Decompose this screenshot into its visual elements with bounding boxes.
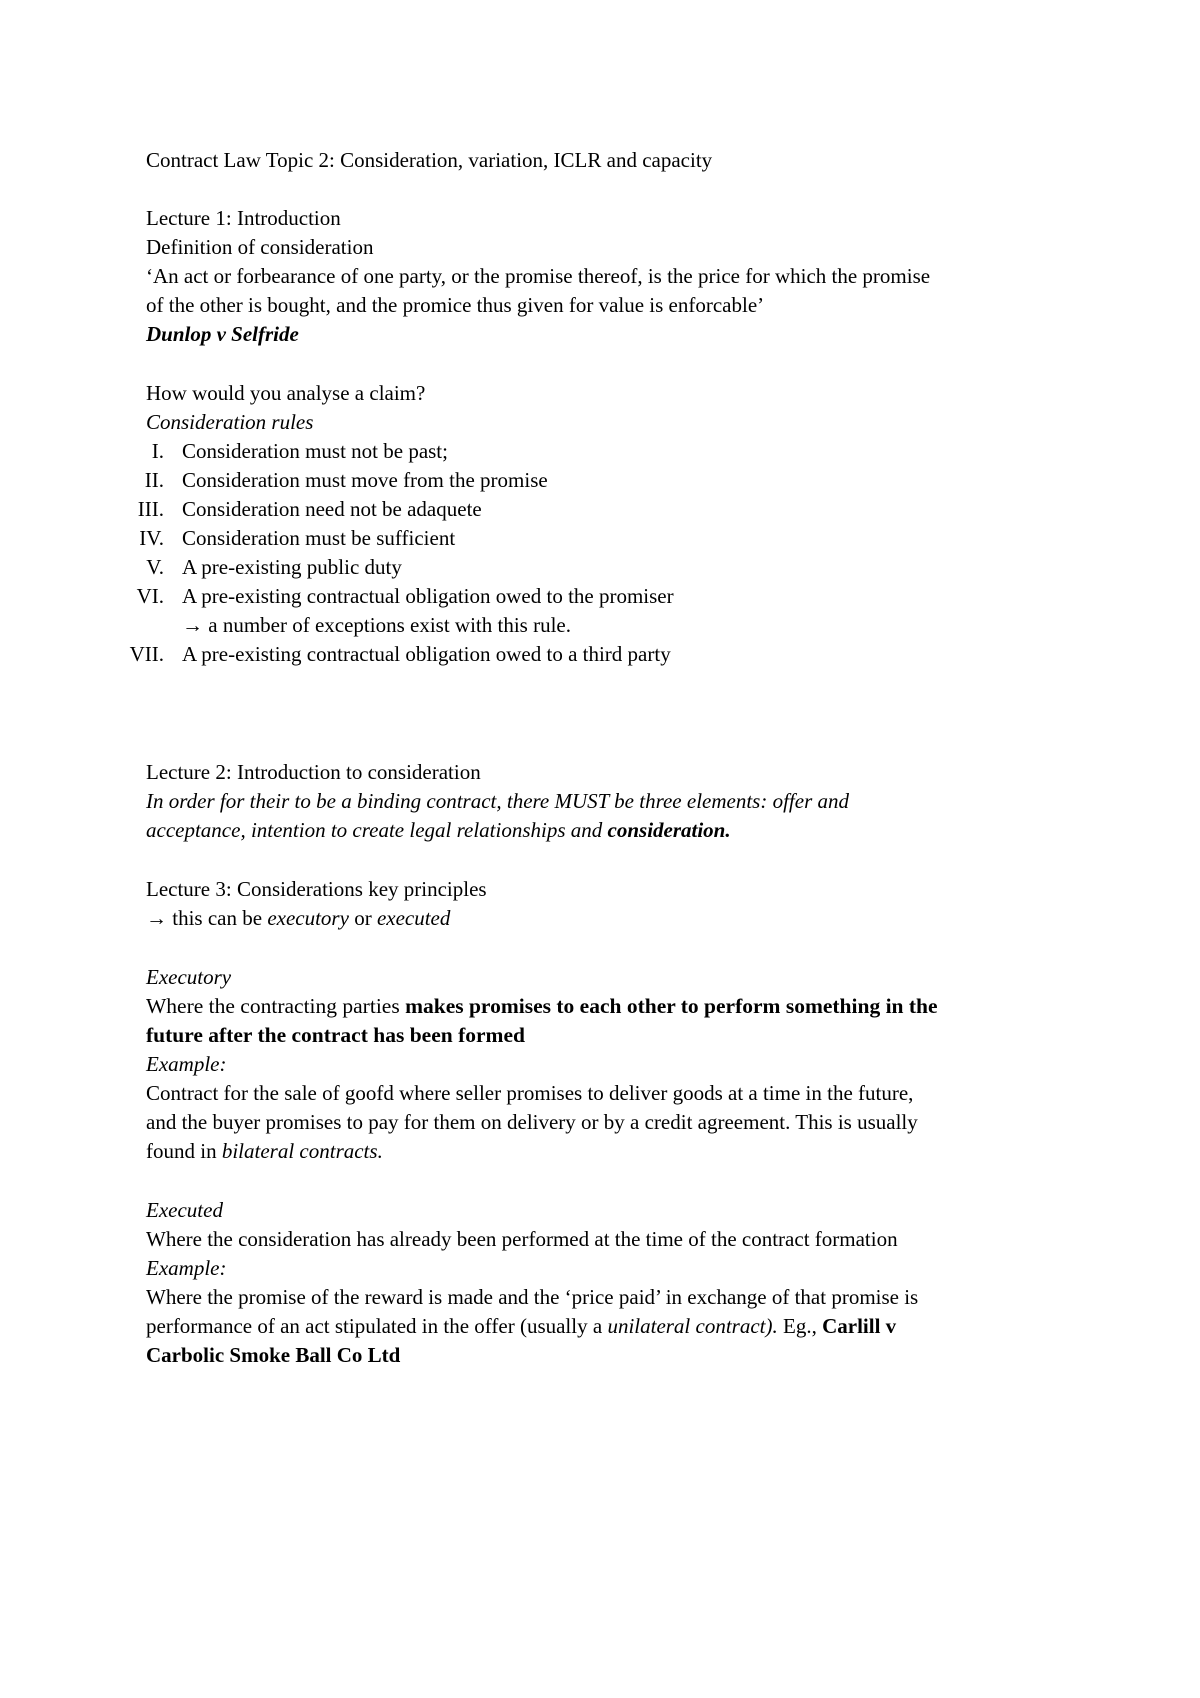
lecture3-note-mid: or [348, 906, 377, 930]
executory-definition-line1 [146, 996, 938, 1018]
definition-quote-line1: ‘An act or forbearance of one party, or the promise thereof, is the price for which the promise [146, 264, 931, 288]
list-item-text: Consideration must be sufficient [182, 526, 456, 550]
executed-ex2-plain: performance of an act stipulated in the offer (usually a [146, 1314, 608, 1338]
list-item-text: Consideration must move from the promise [182, 468, 548, 492]
document-title: Contract Law Topic 2: Consideration, variation, ICLR and capacity [146, 148, 713, 172]
executory-example-label: Example: [146, 1052, 227, 1076]
lecture2-line2 [146, 820, 731, 841]
lecture2-heading: Lecture 2: Introduction to consideration [146, 760, 481, 784]
list-item-number: III. [137, 497, 164, 521]
list-item-number: II. [144, 468, 164, 492]
lecture2-line1: In order for their to be a binding contract, there MUST be three elements: offer and [146, 789, 849, 813]
executory-def-bold1: makes promises to each other to perform something in the [405, 994, 938, 1018]
rule-exception-note: → a number of exceptions exist with this rule. [182, 613, 572, 637]
executed-ex2-eg: Eg., [777, 1314, 823, 1338]
executed-example-line1: Where the promise of the reward is made and the ‘price paid’ in exchange of that promise is [146, 1285, 919, 1309]
lecture3-heading: Lecture 3: Considerations key principles [146, 877, 487, 901]
rules-heading: Consideration rules [146, 410, 314, 434]
executed-example-line2 [146, 1316, 896, 1337]
list-item-text: A pre-existing contractual obligation owed to a third party [182, 642, 671, 666]
lecture2-line2-bold: consideration. [607, 818, 731, 842]
list-item-text: A pre-existing public duty [182, 555, 402, 579]
executed-heading: Executed [146, 1198, 223, 1222]
lecture3-note [146, 908, 450, 929]
executed-ex2-bold: Carlill v [822, 1314, 897, 1338]
list-item-text: Consideration must not be past; [182, 439, 448, 463]
lecture2-line2-italic: acceptance, intention to create legal relationships and [146, 818, 608, 842]
lecture3-note-term1: executory [267, 906, 349, 930]
lecture3-note-term2: executed [376, 906, 451, 930]
executory-example-line1: Contract for the sale of goofd where seller promises to deliver goods at a time in the future, [146, 1081, 914, 1105]
analysis-question: How would you analyse a claim? [146, 381, 426, 405]
executory-ex3-plain: found in [146, 1139, 222, 1163]
list-item-number: V. [146, 555, 164, 579]
executory-definition-line2: future after the contract has been formed [146, 1023, 525, 1047]
case-citation: Dunlop v Selfride [146, 322, 299, 346]
list-item-number: VI. [136, 584, 164, 608]
list-item-number: IV. [139, 526, 164, 550]
executory-example-line3 [146, 1141, 383, 1162]
lecture1-subheading: Definition of consideration [146, 235, 374, 259]
list-item-number: VII. [129, 642, 164, 666]
executed-example-line3: Carbolic Smoke Ball Co Ltd [146, 1343, 401, 1367]
executory-def-plain: Where the contracting parties [146, 994, 406, 1018]
list-item-text: A pre-existing contractual obligation owed to the promiser [182, 584, 674, 608]
executed-example-label: Example: [146, 1256, 227, 1280]
executory-example-line2: and the buyer promises to pay for them on delivery or by a credit agreement. This is usually [146, 1110, 918, 1134]
executory-heading: Executory [146, 965, 232, 989]
list-item-text: Consideration need not be adaquete [182, 497, 482, 521]
lecture1-heading: Lecture 1: Introduction [146, 206, 341, 230]
executed-definition: Where the consideration has already been performed at the time of the contract formation [146, 1227, 898, 1251]
list-item-number: I. [151, 439, 164, 463]
lecture3-note-prefix: → this can be [146, 906, 268, 930]
executory-ex3-italic: bilateral contracts. [221, 1139, 383, 1163]
definition-quote-line2: of the other is bought, and the promice thus given for value is enforcable’ [146, 293, 765, 317]
executed-ex2-italic: unilateral contract). [607, 1314, 778, 1338]
